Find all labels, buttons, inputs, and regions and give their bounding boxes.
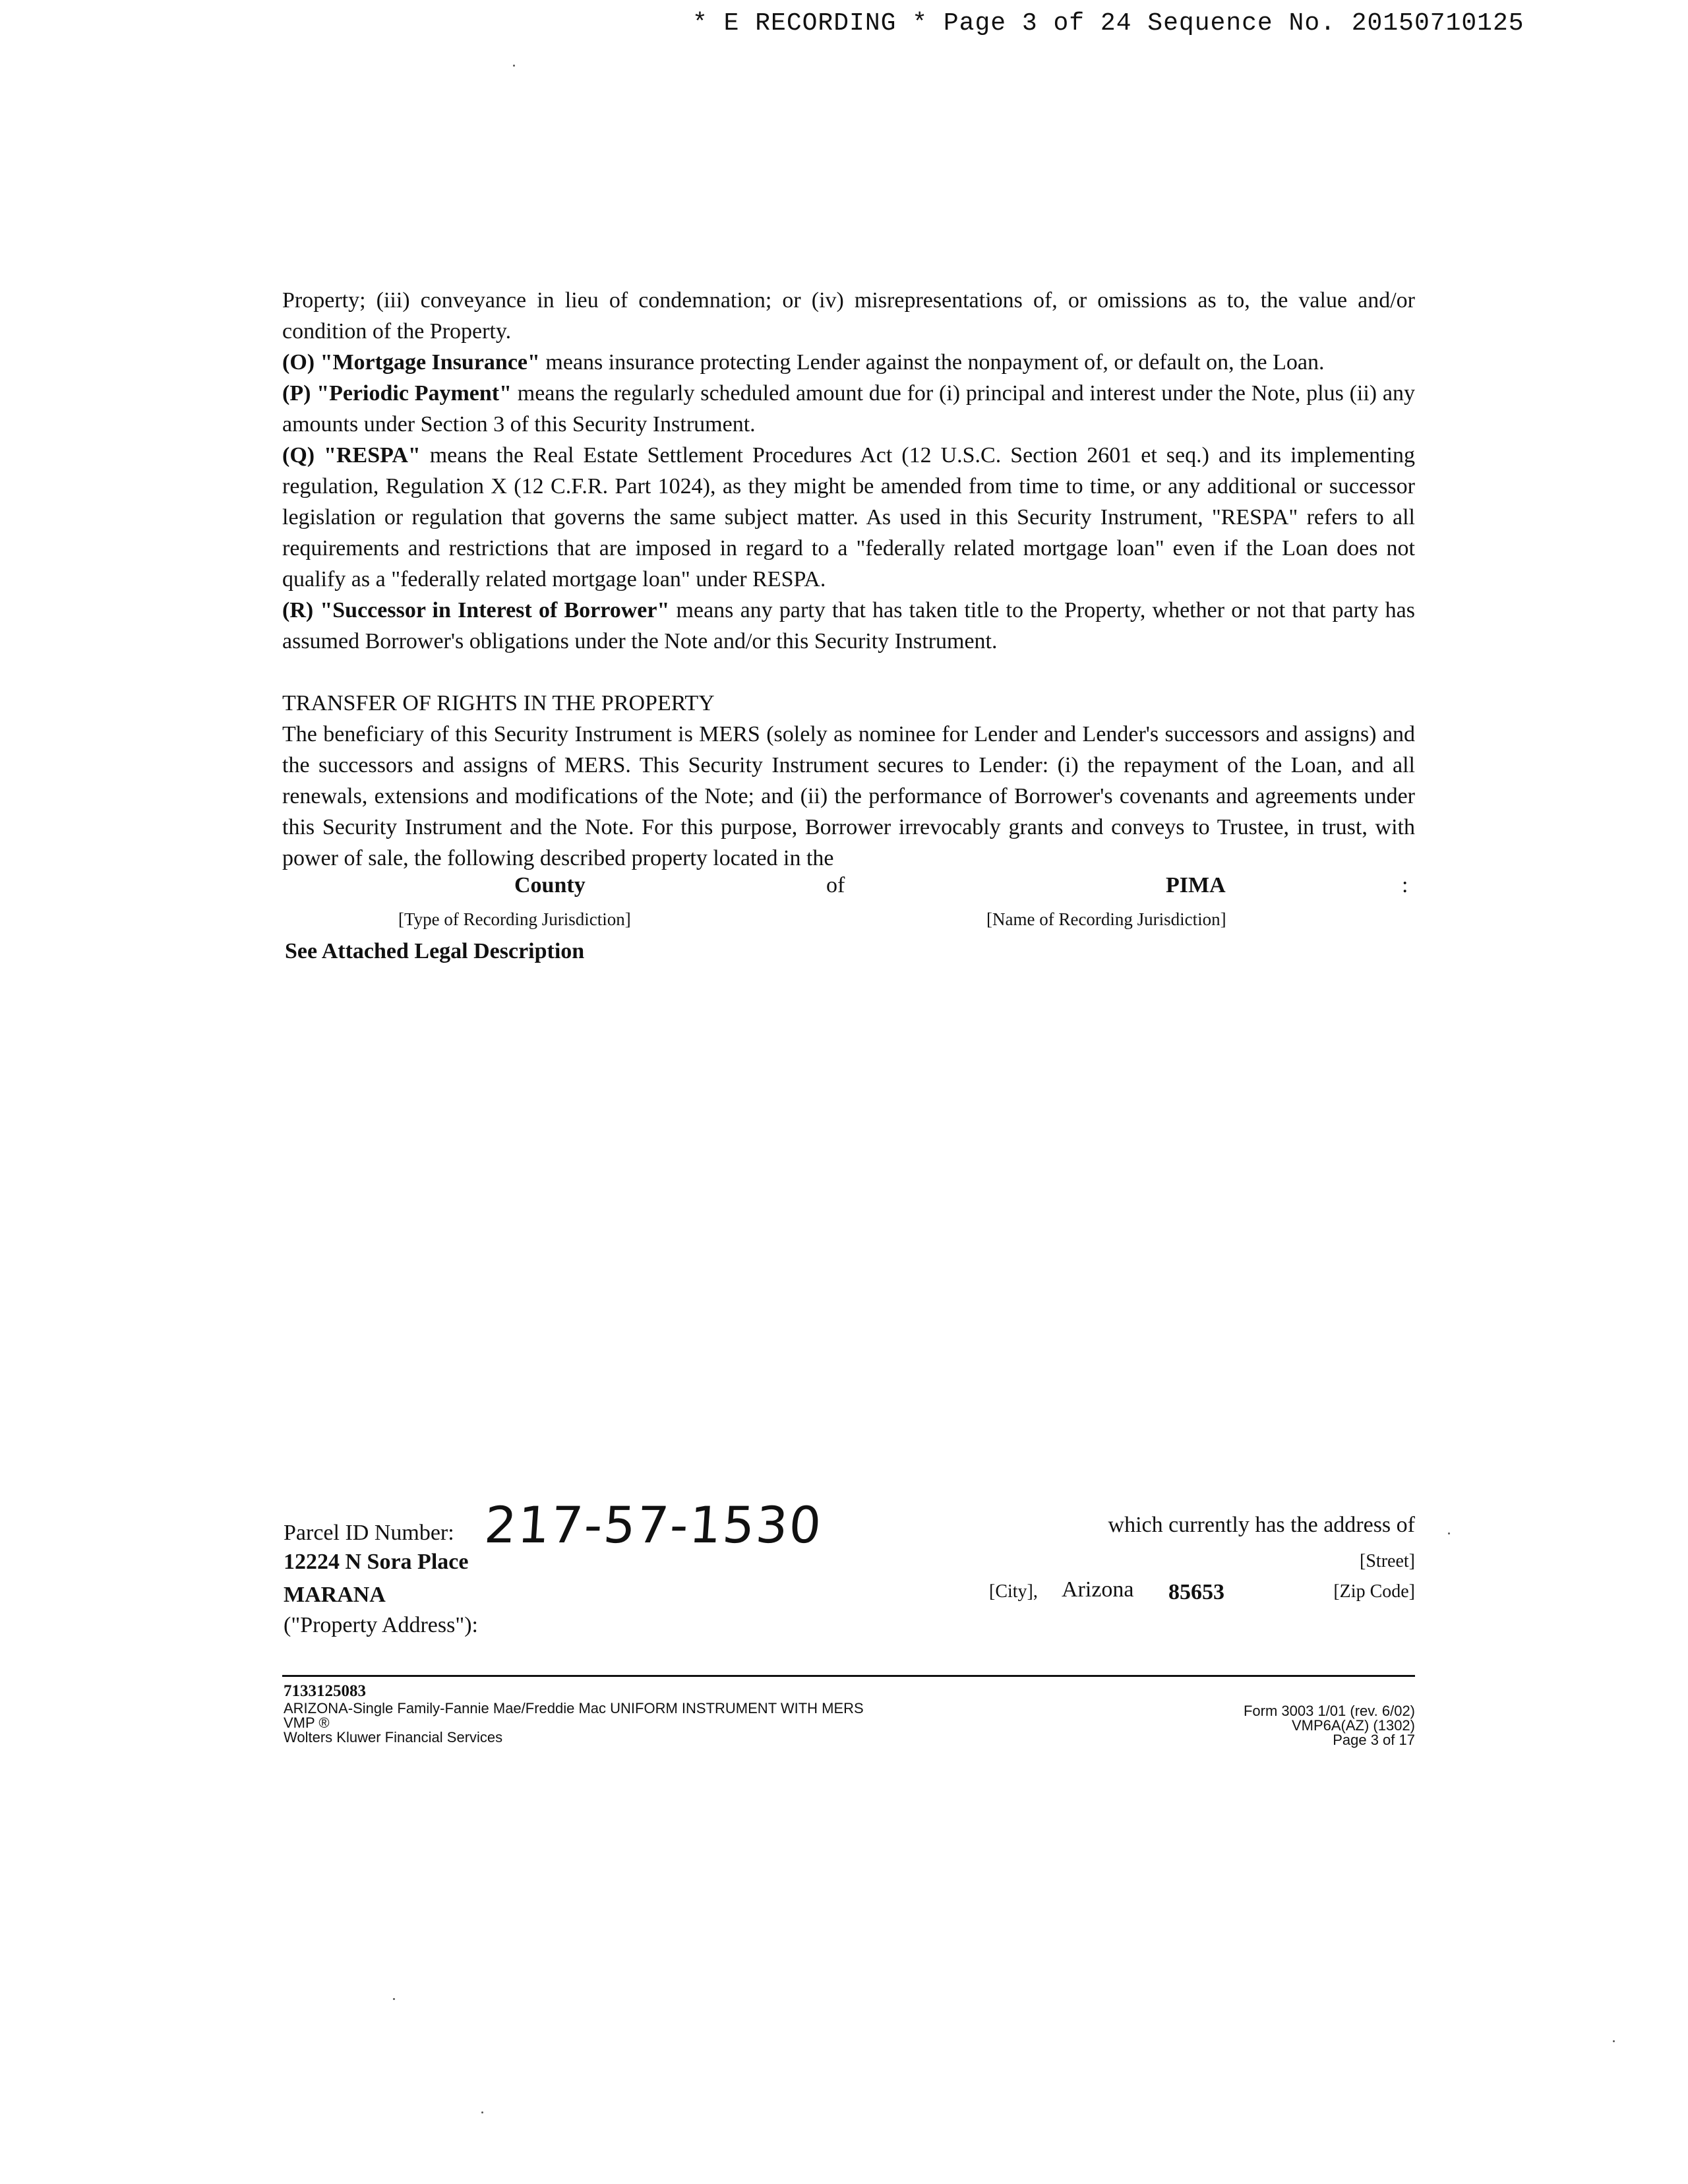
definition-q-label: (Q) "RESPA": [282, 443, 421, 468]
definition-r: [282, 595, 1415, 657]
form-title: ARIZONA-Single Family-Fannie Mae/Freddie Mac UNIFORM INSTRUMENT WITH MERS: [284, 1700, 864, 1716]
definition-p-label: (P) "Periodic Payment": [282, 381, 512, 406]
jurisdiction-name-label: [Name of Recording Jurisdiction]: [986, 909, 1226, 929]
definition-q: [282, 440, 1415, 595]
scan-speck: [513, 65, 515, 67]
definition-o-label: (O) "Mortgage Insurance": [282, 350, 540, 375]
form-footer: [284, 1682, 1415, 1748]
intro-paragraph: Property; (iii) conveyance in lieu of condemnation; or (iv) misrepresentations of, or omissions as to, the value and/or condition of the Property.: [282, 288, 1415, 344]
state: Arizona: [1062, 1577, 1134, 1602]
definition-r-label: (R) "Successor in Interest of Borrower": [282, 598, 670, 622]
zip-code: 85653: [1168, 1580, 1224, 1604]
form-code: VMP6A(AZ) (1302): [1291, 1717, 1415, 1734]
publisher: Wolters Kluwer Financial Services: [284, 1729, 503, 1745]
vmp-mark: VMP ®: [284, 1714, 330, 1731]
jurisdiction-type-label: [Type of Recording Jurisdiction]: [398, 909, 631, 929]
legal-description: See Attached Legal Description: [285, 939, 585, 963]
footer-divider: [282, 1675, 1415, 1677]
jurisdiction-of: of: [826, 873, 845, 897]
jurisdiction-labels: [282, 900, 1415, 929]
jurisdiction-colon: :: [1402, 873, 1408, 897]
definition-p: [282, 378, 1415, 440]
definition-p-text: means the regularly scheduled amount due for (i) principal and interest under the Note, plus (ii) any amounts under Section 3 of this Security Instrument.: [282, 381, 1415, 437]
parcel-number-handwritten: 217-57-1530: [482, 1496, 825, 1554]
definition-o: [282, 347, 1415, 378]
street-address: 12224 N Sora Place: [284, 1550, 469, 1574]
jurisdiction-type: County: [514, 873, 586, 897]
jurisdiction-name: PIMA: [1166, 873, 1226, 897]
form-number: Form 3003 1/01 (rev. 6/02): [1243, 1703, 1415, 1719]
parcel-label: Parcel ID Number:: [284, 1521, 454, 1545]
scan-speck: [481, 2111, 483, 2113]
section-title: TRANSFER OF RIGHTS IN THE PROPERTY: [282, 691, 715, 715]
city-label: [City],: [989, 1581, 1038, 1602]
property-address-label: ("Property Address"):: [284, 1613, 478, 1637]
street-label: [Street]: [1360, 1551, 1415, 1571]
form-info: [1244, 1704, 1415, 1747]
definition-q-text: means the Real Estate Settlement Procedures Act (12 U.S.C. Section 2601 et seq.) and its implementing regulation, Regulation X (12 C.F.R. Part 1024), as they might be amended from time to time, or any additional or successor legislation or regulation that governs the same subject matter. As used in this Security Instrument, "RESPA" refers to all requirements and restrictions that are imposed in regard to a "federally related mortgage loan" even if the Loan does not qualify as a "federally related mortgage loan" under RESPA.: [282, 443, 1415, 592]
scan-speck: [1448, 1532, 1450, 1534]
definition-o-text: means insurance protecting Lender against the nonpayment of, or default on, the Loan.: [539, 350, 1325, 375]
section-spacer: [282, 657, 1415, 688]
which-currently-text: which currently has the address of: [1108, 1513, 1415, 1537]
definition-r-text: means any party that has taken title to the Property, whether or not that party has assumed Borrower's obligations under the Note and/or this Security Instrument.: [282, 598, 1415, 653]
jurisdiction-row: [282, 874, 1415, 900]
recording-stamp: * E RECORDING * Page 3 of 24 Sequence No. 20150710125: [692, 9, 1524, 38]
document-body: [282, 285, 1415, 967]
scan-speck: [393, 1998, 395, 2000]
page-number: Page 3 of 17: [1333, 1732, 1415, 1748]
city: MARANA: [284, 1583, 386, 1607]
property-address-block: [284, 1496, 1415, 1659]
loan-number: 7133125083: [284, 1682, 366, 1700]
transfer-paragraph: The beneficiary of this Security Instrument is MERS (solely as nominee for Lender and Lender's successors and assigns) and the successors and assigns of MERS. This Security Instrument secures to Lender: (i) the repayment of the Loan, and all renewals, extensions and modifications of the Note; and (ii) the performance of Borrower's covenants and agreements under this Security Instrument and the Note. For this purpose, Borrower irrevocably grants and conveys to Trustee, in trust, with power of sale, the following described property located in the: [282, 722, 1415, 870]
scan-speck: [1613, 2040, 1615, 2042]
zip-label: [Zip Code]: [1333, 1581, 1415, 1602]
